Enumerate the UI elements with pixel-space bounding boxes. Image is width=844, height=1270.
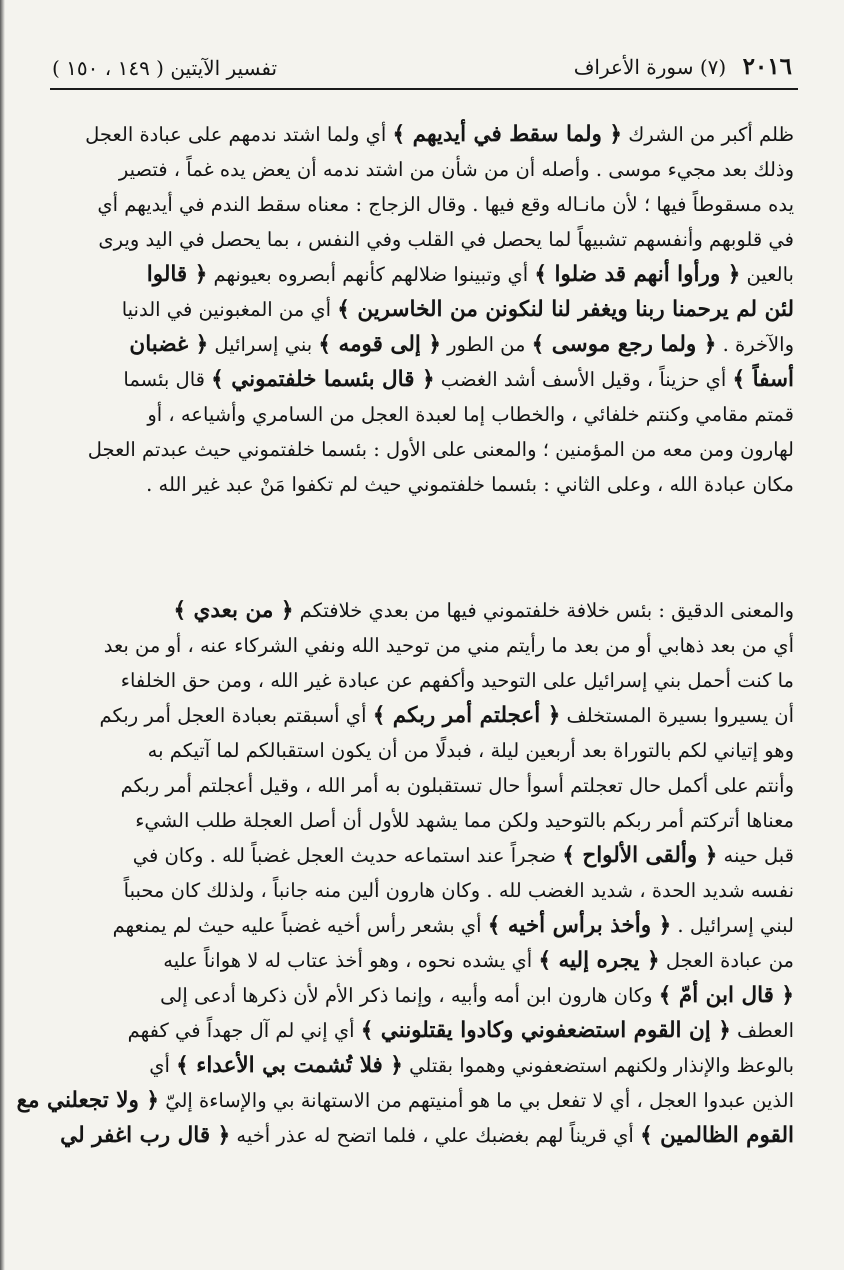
commentary-text: أي وتبينوا ضلالهم كأنهم أبصروه بعيونهم — [207, 263, 535, 286]
commentary-text: وهو إتياني لكم بالتوراة بعد أربعين ليلة ، فبدلًا من أن يكون استقبالكم لما آتيكم به — [147, 739, 794, 762]
text-line — [46, 733, 794, 768]
commentary-text: قمتم مقامي وكنتم خلفائي ، والخطاب إما لعبدة العجل من السامري وأشياعه ، أو — [147, 403, 794, 426]
text-line — [46, 467, 794, 502]
quran-verse: ﴿ إلى قومه ﴾ — [318, 332, 441, 357]
text-line — [46, 152, 794, 187]
commentary-text: يده مسقوطاً فيها ؛ لأن مانـاله وقع فيها . وقال الزجاج : معناه سقط الندم في أيديهم أي — [97, 193, 794, 216]
header-right — [574, 53, 792, 80]
quran-verse: القوم الظالمين ﴾ — [640, 1123, 794, 1148]
commentary-text: والمعنى الدقيق : بئس خلافة خلفتموني فيها من بعدي خلافتكم — [293, 599, 794, 622]
paragraph-1 — [46, 117, 794, 502]
text-line — [46, 432, 794, 467]
text-line — [46, 873, 794, 908]
running-head — [52, 46, 792, 80]
commentary-text: أي أسبقتم بعبادة العجل أمر ربكم — [99, 704, 373, 727]
section-title: تفسير الآيتين ( ١٤٩ ، ١٥٠ ) — [52, 56, 278, 80]
commentary-text: ضجراً عند استماعه حديث العجل غضباً لله . وكان في — [132, 844, 563, 867]
quran-verse: ﴿ أعجلتم أمر ربكم ﴾ — [372, 703, 561, 728]
commentary-text: أي من بعد ذهابي أو من بعد ما رأيتم مني من توحيد الله ونفي الشركاء عنه ، أو من بعد — [103, 634, 794, 657]
commentary-text: أي إني لم آل جهداً في كفهم — [127, 1019, 361, 1042]
commentary-text: أي قريناً لهم بغضبك علي ، فلما اتضح له عذر أخيه — [230, 1124, 641, 1147]
text-line — [46, 327, 794, 362]
page-edge-shadow — [0, 0, 5, 1270]
commentary-text: وأنتم على أكمل حال تعجلتم أسوأ حال تستقبلون به أمر الله ، وقيل أعجلتم أمر ربكم — [120, 774, 794, 797]
quran-verse: ﴿ ولما سقط في أيديهم ﴾ — [392, 122, 623, 147]
commentary-text: وكان هارون ابن أمه وأبيه ، وإنما ذكر الأم لأن ذكرها أدعى إلى — [160, 984, 659, 1007]
text-line — [46, 362, 794, 397]
commentary-text: قال بئسما — [123, 368, 212, 391]
commentary-text: نفسه شديد الحدة ، شديد الغضب لله . وكان هارون ألين منه جانباً ، ولذلك كان محبباً — [123, 879, 794, 902]
text-line — [46, 397, 794, 432]
text-line — [46, 593, 794, 628]
commentary-text: في قلوبهم وأنفسهم تشبيهاً لما يحصل في القلب وفي النفس ، بما يحصل في اليد ويرى — [98, 228, 794, 251]
commentary-text: ما كنت أحمل بني إسرائيل على التوحيد وأكفهم عن عبادة غير الله ، ومن حق الخلفاء — [120, 669, 794, 692]
commentary-text: بالوعظ والإنذار ولكنهم استضعفوني وهموا بقتلي — [402, 1054, 794, 1077]
commentary-text: وذلك بعد مجيء موسى . وأصله أن من شأن من اشتد ندمه أن يعض يده غماً ، فتصير — [118, 158, 794, 181]
commentary-text: من الطور — [440, 333, 532, 356]
quran-verse: ﴿ قال ابن أمّ ﴾ — [658, 983, 794, 1008]
commentary-text: ظلم أكبر من الشرك — [622, 123, 794, 146]
text-line — [46, 187, 794, 222]
quran-verse: ﴿ يجره إليه ﴾ — [538, 948, 660, 973]
commentary-text: من عبادة العجل — [659, 949, 794, 972]
text-line — [46, 768, 794, 803]
commentary-text: أي من المغبونين في الدنيا — [121, 298, 338, 321]
text-line — [46, 943, 794, 978]
quran-verse: ﴿ ولا تجعلني مع — [16, 1088, 159, 1113]
commentary-text: لهارون ومن معه من المؤمنين ؛ والمعنى على الأول : بئسما خلفتموني حيث عبدتم العجل — [87, 438, 794, 461]
text-line — [46, 1048, 794, 1083]
text-line — [46, 222, 794, 257]
quran-verse: ﴿ وأخذ برأس أخيه ﴾ — [487, 913, 672, 938]
quran-verse: ﴿ ورأوا أنهم قد ضلوا ﴾ — [534, 262, 741, 287]
header-rule — [50, 88, 798, 90]
commentary-text: أن يسيروا بسيرة المستخلف — [560, 704, 794, 727]
quran-verse: لئن لم يرحمنا ربنا ويغفر لنا لنكونن من الخاسرين ﴾ — [337, 297, 794, 322]
commentary-text: العطف — [730, 1019, 794, 1042]
page-number: ٢٠١٦ — [742, 53, 792, 80]
text-line — [46, 117, 794, 152]
quran-verse: ﴿ وألقى الألواح ﴾ — [562, 843, 718, 868]
commentary-text: قبل حينه — [717, 844, 794, 867]
text-line — [46, 1118, 794, 1153]
text-line — [46, 803, 794, 838]
text-line — [16, 1083, 794, 1118]
commentary-text: أي بشعر رأس أخيه غضباً عليه حيث لم يمنعهم — [112, 914, 488, 937]
quran-verse: ﴿ قال رب اغفر لي — [60, 1123, 231, 1148]
quran-verse: ﴿ فلا تُشمت بي الأعداء ﴾ — [176, 1053, 403, 1078]
commentary-text: أي حزيناً ، وقيل الأسف أشد الغضب — [434, 368, 733, 391]
commentary-text: الذين عبدوا العجل ، أي لا تفعل بي ما هو أمنيتهم من الاستهانة بي والإساءة إليّ — [159, 1089, 794, 1112]
quran-verse: ﴿ قال بئسما خلفتموني ﴾ — [211, 367, 435, 392]
commentary-text: بني إسرائيل — [208, 333, 319, 356]
commentary-text: أي يشده نحوه ، وهو أخذ عتاب له لا هواناً عليه — [163, 949, 539, 972]
commentary-text: أي — [149, 1054, 177, 1077]
surah-title: (٧) سورة الأعراف — [573, 55, 727, 79]
text-line — [46, 257, 794, 292]
commentary-text: والآخرة . — [716, 333, 794, 356]
text-line — [46, 978, 794, 1013]
text-line — [46, 628, 794, 663]
text-line — [46, 292, 794, 327]
text-line — [46, 1013, 794, 1048]
quran-verse: ﴿ إن القوم استضعفوني وكادوا يقتلونني ﴾ — [360, 1018, 731, 1043]
commentary-text: أي ولما اشتد ندمهم على عبادة العجل — [85, 123, 393, 146]
quran-verse: ﴿ قالوا — [146, 262, 208, 287]
commentary-text: لبني إسرائيل . — [671, 914, 794, 937]
quran-verse: أسفاً ﴾ — [732, 367, 794, 392]
text-line — [46, 908, 794, 943]
text-line — [46, 698, 794, 733]
quran-verse: ﴿ من بعدي ﴾ — [173, 598, 294, 623]
commentary-text: معناها أتركتم أمر ربكم بالتوحيد ولكن مما يشهد للأول أن أصل العجلة طلب الشيء — [135, 809, 794, 832]
text-line — [46, 838, 794, 873]
paragraph-2 — [16, 593, 794, 1153]
text-line — [46, 663, 794, 698]
quran-verse: ﴿ غضبان — [129, 332, 209, 357]
commentary-text: مكان عبادة الله ، وعلى الثاني : بئسما خلفتموني حيث لم تكفوا مَنْ عبد غير الله . — [146, 473, 794, 496]
quran-verse: ﴿ ولما رجع موسى ﴾ — [531, 332, 717, 357]
commentary-text: بالعين — [740, 263, 794, 286]
